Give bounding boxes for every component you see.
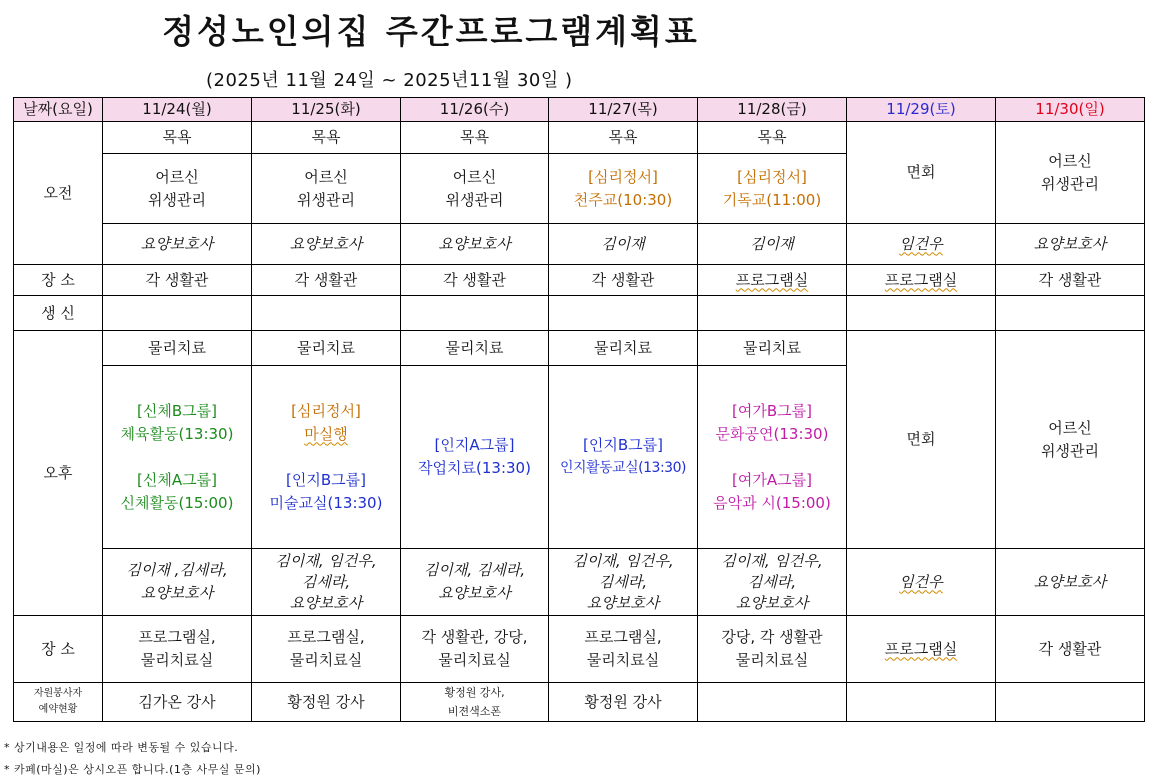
volunteer-label [14,683,103,722]
note-1: * 상기내용은 일정에 따라 변동될 수 있습니다. [4,741,239,754]
birthday-row [14,296,1145,331]
place-pm-sun: 각 생활관 [996,616,1145,683]
birthday-wed [401,296,549,331]
afternoon-staff-tue-line3: 요양보호사 [289,593,363,612]
afternoon-staff-wed-line2: 요양보호사 [438,584,511,602]
birthday-tue [252,296,401,331]
bath-fri: 목욕 [698,122,847,154]
afternoon-sun-line2: 위생관리 [1041,441,1099,460]
place-pm-thu-line1: 프로그램실, [584,628,662,646]
volunteer-wed-line2: 비젼색소폰 [447,705,502,718]
place-pm-mon-line2: 물리치료실 [140,651,214,669]
day-mon: 11/24(월) [103,98,252,122]
afternoon-mon-line3: [신체A그룹] [137,470,217,489]
morning-sun-line2: 위생관리 [1041,174,1099,193]
afternoon-staff-fri [698,549,847,616]
afternoon-tue [252,366,401,549]
place-pm-fri-line2: 물리치료실 [735,651,809,669]
volunteer-sat [847,683,996,722]
birthday-fri [698,296,847,331]
afternoon-staff-wed-line1: 김이재, 김세라, [423,561,526,579]
place-am-row [14,265,1145,296]
place-am-sun: 각 생활관 [996,265,1145,296]
afternoon-staff-wed [401,549,549,616]
pt-tue: 물리치료 [252,331,401,366]
place-pm-thu-line2: 물리치료실 [586,651,660,669]
place-am-sat-text: 프로그램실 [884,270,958,289]
volunteer-wed [401,683,549,722]
afternoon-sun [996,331,1145,549]
afternoon-fri-line4: 음악과 시(15:00) [713,493,831,512]
afternoon-staff-fri-line2: 김세라, [747,572,797,591]
place-pm-label: 장 소 [14,616,103,683]
place-am-tue: 각 생활관 [252,265,401,296]
place-pm-tue-line1: 프로그램실, [287,628,365,646]
afternoon-staff-fri-line1: 김이재, 임건우, [721,551,823,570]
day-thu: 11/27(목) [549,98,698,122]
volunteer-row [14,683,1145,722]
afternoon-staff-thu [549,549,698,616]
note-2: * 카페(마실)은 상시오픈 합니다.(1층 사무실 문의) [4,763,261,776]
birthday-thu [549,296,698,331]
morning-sun-line1: 어르신 [1048,151,1092,170]
date-range: (2025년 11월 24일 ~ 2025년11월 30일 ) [206,70,573,91]
morning-staff-tue: 요양보호사 [252,224,401,265]
afternoon-wed [401,366,549,549]
morning-wed [401,154,549,224]
morning-staff-row [14,224,1145,265]
morning-staff-mon: 요양보호사 [103,224,252,265]
afternoon-tue-line2: 마실행 [304,424,348,443]
morning-mon-line2: 위생관리 [148,190,206,209]
afternoon-staff-mon-line2: 요양보호사 [140,584,214,602]
afternoon-fri [698,366,847,549]
day-fri: 11/28(금) [698,98,847,122]
day-wed: 11/26(수) [401,98,549,122]
place-pm-mon [103,616,252,683]
place-pm-wed [401,616,549,683]
place-pm-row [14,616,1145,683]
place-am-fri-text: 프로그램실 [735,270,809,289]
schedule-table [13,97,1145,722]
place-am-label: 장 소 [14,265,103,296]
afternoon-wed-line1: [인지A그룹] [434,436,515,454]
afternoon-mon-line4: 신체활동(15:00) [120,493,234,512]
afternoon-fri-line2: 문화공연(13:30) [715,424,829,443]
afternoon-fri-line1: [여가B그룹] [732,401,812,420]
afternoon-staff-thu-line2: 김세라, [598,572,648,591]
place-pm-thu [549,616,698,683]
place-pm-tue [252,616,401,683]
place-am-wed: 각 생활관 [401,265,549,296]
birthday-sat [847,296,996,331]
afternoon-mon-line1: [신체B그룹] [137,401,217,420]
afternoon-staff-fri-line3: 요양보호사 [735,593,809,612]
place-am-mon: 각 생활관 [103,265,252,296]
notes [4,737,261,781]
afternoon-staff-sun: 요양보호사 [996,549,1145,616]
morning-staff-fri: 김이재 [698,224,847,265]
morning-fri-line1: [심리정서] [737,167,807,186]
place-pm-fri [698,616,847,683]
pt-thu: 물리치료 [549,331,698,366]
morning-staff-wed: 요양보호사 [401,224,549,265]
bath-thu: 목욕 [549,122,698,154]
afternoon-tue-line3: [인지B그룹] [286,470,366,489]
volunteer-thu: 황정원 강사 [549,683,698,722]
morning-staff-sat-text: 임건우 [899,234,943,253]
morning-fri [698,154,847,224]
morning-staff-thu: 김이재 [549,224,698,265]
morning-mon-line1: 어르신 [155,167,199,186]
day-sat: 11/29(토) [847,98,996,122]
volunteer-tue: 황정원 강사 [252,683,401,722]
volunteer-label-line2: 예약현황 [38,704,78,715]
morning-wed-line2: 위생관리 [445,190,504,209]
afternoon-staff-mon [103,549,252,616]
afternoon-staff-sat [847,549,996,616]
place-am-thu: 각 생활관 [549,265,698,296]
morning-sat: 면회 [847,122,996,224]
bath-tue: 목욕 [252,122,401,154]
morning-staff-sat [847,224,996,265]
afternoon-mon [103,366,252,549]
afternoon-staff-thu-line3: 요양보호사 [586,593,660,612]
volunteer-sun [996,683,1145,722]
day-tue: 11/25(화) [252,98,401,122]
pt-fri: 물리치료 [698,331,847,366]
place-pm-fri-line1: 강당, 각 생활관 [721,628,823,646]
morning-label: 오전 [14,122,103,265]
afternoon-staff-sat-text: 임건우 [899,572,943,591]
place-pm-wed-line1: 각 생활관, 강당, [421,628,528,646]
morning-sun [996,122,1145,224]
pt-mon: 물리치료 [103,331,252,366]
afternoon-staff-tue-line1: 김이재, 임건우, [275,551,377,570]
place-pm-mon-line1: 프로그램실, [138,628,216,646]
afternoon-sat: 면회 [847,331,996,549]
volunteer-mon: 김가온 강사 [103,683,252,722]
place-am-fri [698,265,847,296]
afternoon-tue-line1: [심리정서] [291,401,361,420]
morning-thu-line2: 천주교(10:30) [573,190,673,209]
afternoon-staff-row [14,549,1145,616]
afternoon-thu-line2: 인지활동교실(13:30) [560,460,686,476]
morning-tue-line1: 어르신 [304,167,348,186]
place-pm-sat-text: 프로그램실 [884,639,958,658]
morning-fri-line2: 기독교(11:00) [722,190,822,209]
place-am-sat [847,265,996,296]
place-pm-sat [847,616,996,683]
birthday-mon [103,296,252,331]
header-label: 날짜(요일) [14,98,103,122]
afternoon-pt-row [14,331,1145,366]
afternoon-staff-mon-line1: 김이재 ,김세라, [126,561,228,579]
place-pm-tue-line2: 물리치료실 [289,651,363,669]
morning-staff-sun: 요양보호사 [996,224,1145,265]
day-sun: 11/30(일) [996,98,1145,122]
volunteer-label-line1: 자원봉사자 [33,688,83,699]
afternoon-wed-line2: 작업치료(13:30) [418,459,531,477]
afternoon-tue-line4: 미술교실(13:30) [269,493,383,512]
morning-thu [549,154,698,224]
afternoon-fri-line3: [여가A그룹] [732,470,812,489]
bath-wed: 목욕 [401,122,549,154]
afternoon-thu [549,366,698,549]
morning-bath-row [14,122,1145,154]
morning-wed-line1: 어르신 [452,167,497,186]
afternoon-label: 오후 [14,331,103,616]
afternoon-thu-line1: [인지B그룹] [583,436,663,454]
morning-thu-line1: [심리정서] [588,167,658,186]
page-title: 정성노인의집 주간프로그램계획표 [162,12,700,51]
pt-wed: 물리치료 [401,331,549,366]
header-row [14,98,1145,122]
afternoon-sun-line1: 어르신 [1048,418,1092,437]
birthday-label: 생 신 [14,296,103,331]
place-pm-wed-line2: 물리치료실 [438,651,511,669]
volunteer-wed-line1: 황정원 강사, [444,686,505,699]
afternoon-staff-thu-line1: 김이재, 임건우, [572,551,674,570]
afternoon-mon-line2: 체육활동(13:30) [120,424,234,443]
volunteer-fri [698,683,847,722]
afternoon-staff-tue [252,549,401,616]
afternoon-staff-tue-line2: 김세라, [301,572,351,591]
morning-mon [103,154,252,224]
morning-tue [252,154,401,224]
morning-tue-line2: 위생관리 [297,190,355,209]
birthday-sun [996,296,1145,331]
bath-mon: 목욕 [103,122,252,154]
